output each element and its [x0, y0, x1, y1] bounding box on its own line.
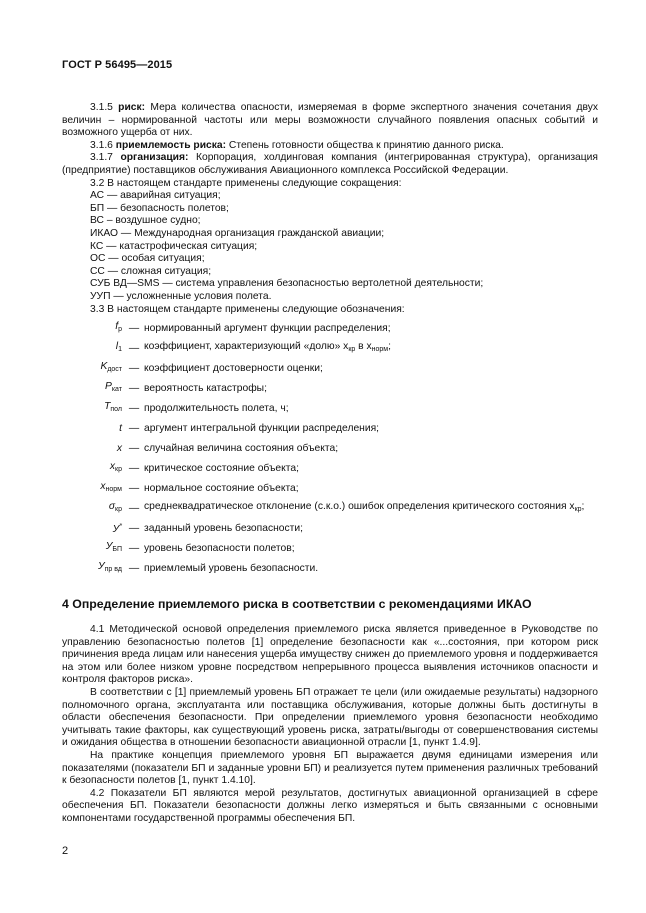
symbol-subscript: БП	[112, 546, 122, 554]
symbol	[62, 341, 124, 357]
desc-mid: в x	[355, 341, 372, 353]
symbol-dash: —	[128, 522, 140, 534]
section-4-paragraph: В соответствии с [1] приемлемый уровень БП отражает те цели (или ожидаемые результаты) надзорного полномочного органа, эксплуатанта или поставщика обслуживания, которые должны быть достигнуты в области обеспечения безопасности. При определении приемлемого уровня безопасности необходимо учитывать такие факторы, как существующий уровень риска, затраты/выгоды от совершенствования системы и ожидания общества в отношении безопасности авиационной отрасли [1, пункт 1.4.9].	[62, 687, 598, 749]
abbreviation-item: АС — аварийная ситуация;	[90, 190, 221, 202]
abbreviation-item: ОС — особая ситуация;	[90, 253, 205, 265]
definition-number: 3.1.7	[90, 152, 121, 164]
definition-text: Мера количества опасности, измеряемая в форме экспертного значения сочетания двух величин – нормированной частоты или меры возможности случайного появления опасных событий и возможного ущерба от них.	[62, 102, 598, 139]
symbol-main: K	[100, 361, 108, 373]
page-number: 2	[62, 845, 69, 857]
symbol-main: σ	[108, 501, 116, 513]
symbol-subscript: дост	[107, 366, 122, 374]
symbol-dash: —	[128, 382, 140, 394]
symbol-dash: —	[128, 402, 140, 414]
definition-number: 3.1.6	[90, 139, 116, 151]
symbol-description: критическое состояние объекта;	[144, 462, 299, 474]
section-4-paragraph: 4.1 Методической основой определения приемлемого риска является приведенное в Руководстве по управлению безопасностью полетов [1] определение безопасности как «...состояния, при котором риск причинения вреда лицам или нанесения ущерба имуществу снижен до приемлемого уровня и поддерживается на этом или более низком уровне посредством непрерывного процесса выявления источников опасности и контроля факторов риска».	[62, 624, 598, 686]
symbol-subscript: кр	[115, 466, 122, 474]
symbol-row	[62, 479, 598, 499]
symbol-superscript: *	[119, 523, 122, 531]
symbol-main: t	[119, 422, 122, 434]
abbreviation-item: СС — сложная ситуация;	[90, 265, 212, 277]
symbol-row	[62, 499, 598, 519]
symbol	[62, 501, 124, 517]
symbol-row	[62, 519, 598, 539]
standard-header: ГОСТ Р 56495—2015	[62, 59, 173, 71]
symbol-main: У	[98, 561, 105, 573]
symbol	[62, 521, 124, 537]
symbol	[62, 481, 124, 497]
desc-end: ;	[388, 341, 391, 353]
symbol-description: заданный уровень безопасности;	[144, 522, 304, 534]
definition-term: организация:	[120, 152, 189, 164]
symbol-row	[62, 339, 598, 359]
symbol	[62, 321, 124, 337]
symbol-dash: —	[128, 542, 140, 554]
symbol	[62, 423, 124, 436]
symbol-description: нормированный аргумент функции распределения;	[144, 322, 391, 334]
abbreviation-item: КС — катастрофическая ситуация;	[90, 240, 258, 252]
symbol-description: нормальное состояние объекта;	[144, 482, 299, 494]
symbol-row	[62, 419, 598, 439]
symbol-row	[62, 319, 598, 339]
section-4-body	[62, 624, 598, 826]
symbol	[62, 461, 124, 477]
desc-subscript: кр	[348, 346, 356, 354]
symbol	[62, 401, 124, 417]
symbol-dash: —	[128, 442, 140, 454]
symbol-subscript: кат	[111, 386, 122, 394]
symbol-subscript: кр	[115, 506, 122, 514]
symbol-row	[62, 559, 598, 579]
abbreviations-intro: 3.2 В настоящем стандарте применены следующие сокращения:	[90, 177, 402, 189]
symbols-intro: 3.3 В настоящем стандарте применены следующие обозначения:	[90, 303, 405, 315]
symbol-main: P	[104, 381, 112, 393]
symbol-main: x	[109, 461, 116, 473]
symbol-dash: —	[128, 422, 140, 434]
symbol-description: аргумент интегральной функции распределения;	[144, 422, 380, 434]
abbreviation-item: БП — безопасность полетов;	[90, 202, 229, 214]
symbol-description: среднеквадратическое отклонение (с.к.о.) ошибок определения критического состояния $x_{кр}$;	[144, 501, 585, 514]
symbol	[62, 443, 124, 456]
symbol-description: вероятность катастрофы;	[144, 382, 267, 394]
symbol-main: x	[116, 442, 122, 454]
abbreviations-list	[62, 190, 598, 303]
symbol	[62, 381, 124, 397]
desc-subscript: норм	[371, 346, 389, 354]
symbol-dash: —	[128, 322, 140, 334]
symbol	[62, 361, 124, 377]
symbol-description: коэффициент достоверности оценки;	[144, 362, 323, 374]
page-body	[62, 102, 598, 826]
definition-text: Корпорация, холдинговая компания (интегрированная структура), организация (предприятие) поставщиков обслуживания Авиационного комплекса Российской Федерации.	[62, 152, 598, 176]
abbreviation-item: УУП — усложненные условия полета.	[90, 290, 272, 302]
symbol-subscript: норм	[105, 486, 122, 494]
symbol-description: уровень безопасности полетов;	[144, 542, 295, 554]
abbreviation-item: ИКАО — Международная организация гражданской авиации;	[90, 227, 385, 239]
symbol-description: продолжительность полета, ч;	[144, 402, 289, 414]
symbol-subscript: р	[118, 326, 122, 334]
symbol-row	[62, 459, 598, 479]
abbreviation-item: СУБ ВД—SMS — система управления безопасностью вертолетной деятельности;	[90, 278, 484, 290]
symbol	[62, 561, 124, 577]
definition-paragraph	[62, 102, 598, 140]
symbol-dash: —	[128, 462, 140, 474]
symbol-main: x	[100, 481, 106, 493]
symbol-main: У	[112, 524, 120, 536]
symbol-dash: —	[128, 502, 140, 514]
symbol-main: У	[105, 541, 113, 553]
symbols-list	[62, 319, 598, 579]
definition-term: риск:	[118, 102, 146, 113]
symbol-main: f	[115, 321, 119, 333]
symbol-row	[62, 399, 598, 419]
definition-paragraph	[62, 140, 598, 153]
symbol-subscript: 1	[118, 346, 122, 354]
symbol-dash: —	[128, 342, 140, 354]
definition-number: 3.1.5	[90, 102, 119, 113]
symbol-dash: —	[128, 562, 140, 574]
symbol-subscript: пол	[110, 406, 122, 414]
symbol-dash: —	[128, 362, 140, 374]
section-4-paragraph: 4.2 Показатели БП являются мерой результатов, достигнутых авиационной организацией в сфере обеспечения БП. Показатели безопасности должны легко измеряться и быть связанными с основными компонентами государственной программы обеспечения БП.	[62, 787, 598, 824]
symbol-row	[62, 379, 598, 399]
definitions	[62, 102, 598, 178]
symbol-description: приемлемый уровень безопасности.	[144, 562, 319, 574]
definition-text: Степень готовности общества к принятию данного риска.	[226, 139, 504, 151]
symbol-description: случайная величина состояния объекта;	[144, 442, 339, 454]
definition-paragraph	[62, 152, 598, 177]
symbol-main: T	[104, 401, 111, 413]
desc-end: ;	[581, 501, 585, 513]
symbol-main: l	[115, 341, 119, 353]
symbol-row	[62, 539, 598, 559]
symbol-description: коэффициент, характеризующий «долю» $x_{кр}$ в $x_{норм}$;	[144, 341, 391, 354]
desc-subscript: кр	[574, 506, 582, 514]
symbol-subscript: пр вд	[104, 566, 122, 574]
symbol	[62, 541, 124, 557]
symbol-dash: —	[128, 482, 140, 494]
definition-term: приемлемость риска:	[115, 139, 227, 151]
section-4-heading: 4 Определение приемлемого риска в соответствии с рекомендациями ИКАО	[62, 597, 532, 612]
abbreviation-item: ВС – воздушное судно;	[90, 215, 201, 227]
symbol-row	[62, 359, 598, 379]
symbol-row	[62, 439, 598, 459]
section-4-paragraph: На практике концепция приемлемого уровня БП выражается двумя единицами измерения или показателями (показатели БП и заданные уровни БП) и реализуется путем применения различных требований к безопасности полетов [1, пункт 1.4.10].	[62, 750, 598, 787]
